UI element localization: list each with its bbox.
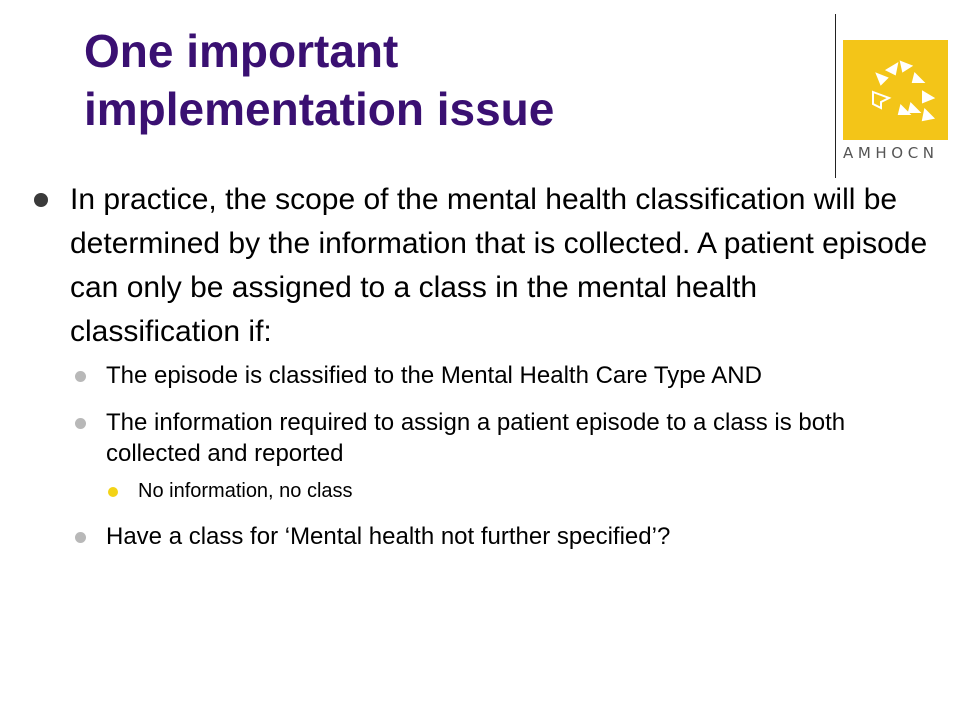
sub-sub-bullet-text: No information, no class: [138, 480, 353, 502]
sub-bullet-text: The episode is classified to the Mental Health Care Type AND: [106, 362, 762, 389]
sub-sub-bullet: [34, 477, 934, 505]
arrows-cluster-icon: [843, 40, 948, 140]
amhocn-logo: [843, 40, 948, 172]
header-divider: [835, 14, 836, 178]
title-line-2: implementation issue: [84, 83, 555, 135]
bullet-dot-icon: [108, 487, 118, 497]
bullet-dot-icon: [75, 371, 86, 382]
sub-bullet-information: [34, 407, 934, 469]
logo-text: AMHOCN: [843, 144, 939, 162]
sub-bullet-text: Have a class for ‘Mental health not further specified’?: [106, 523, 671, 550]
logo-box: [843, 40, 948, 140]
bullet-main-text: In practice, the scope of the mental health classification will be determined by the information that is collected. A patient episode can only be assigned to a class in the mental health classification if:: [70, 183, 928, 348]
bullet-dot-icon: [34, 193, 48, 207]
sub-bullet-care-type: [34, 360, 934, 391]
bullet-dot-icon: [75, 532, 86, 543]
slide-body: [34, 178, 934, 552]
sub-bullet-text: The information required to assign a patient episode to a class is both collected and reported: [106, 409, 846, 467]
title-line-1: One important: [84, 25, 399, 77]
slide-title: [84, 22, 804, 138]
sub-bullet-nfs-class: [34, 521, 934, 552]
bullet-main: [34, 178, 934, 354]
bullet-dot-icon: [75, 418, 86, 429]
bullet-list: [34, 178, 934, 552]
